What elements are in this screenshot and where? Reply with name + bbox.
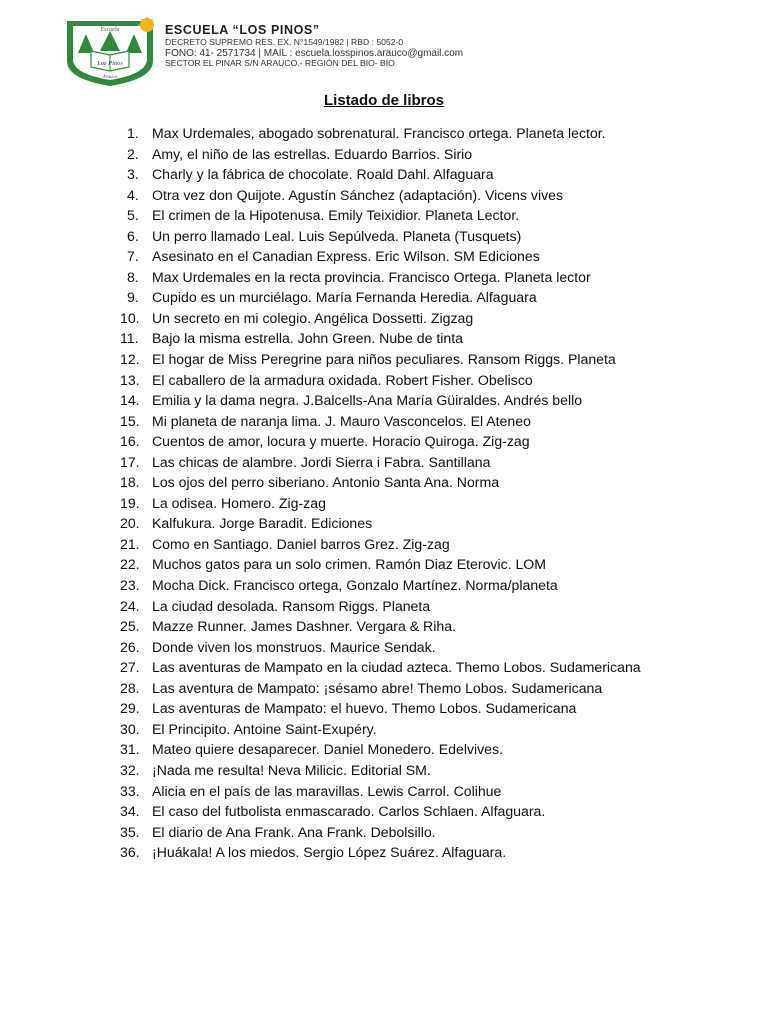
book-text: El caso del futbolista enmascarado. Carlos Schlaen. Alfaguara. [152, 803, 546, 820]
svg-text:Los Pinos: Los Pinos [97, 60, 123, 67]
book-item [120, 637, 661, 658]
book-item [120, 267, 661, 288]
book-item [120, 226, 661, 247]
book-number: 31. [120, 741, 140, 758]
book-number: 8. [127, 268, 139, 285]
book-item [120, 842, 661, 863]
book-item [120, 801, 661, 822]
book-item [120, 370, 661, 391]
book-item [120, 123, 661, 144]
book-text: Las chicas de alambre. Jordi Sierra i Fabra. Santillana [152, 453, 491, 470]
book-item [120, 308, 661, 329]
book-number: 25. [120, 618, 140, 635]
book-list [120, 123, 661, 863]
book-item [120, 596, 661, 617]
book-item [120, 678, 661, 699]
book-text: El diario de Ana Frank. Ana Frank. Debolsillo. [152, 823, 436, 840]
book-number: 16. [120, 433, 140, 450]
book-item [120, 657, 661, 678]
book-number: 22. [120, 556, 140, 573]
book-text: Kalfukura. Jorge Baradit. Ediciones [152, 515, 373, 532]
book-item [120, 616, 661, 637]
book-item [120, 390, 661, 411]
book-item [120, 472, 661, 493]
book-item [120, 575, 661, 596]
book-number: 11. [120, 330, 139, 347]
book-item [120, 205, 661, 226]
book-number: 29. [120, 700, 140, 717]
book-item [120, 781, 661, 802]
book-number: 32. [120, 761, 140, 778]
book-number: 4. [127, 186, 139, 203]
book-number: 26. [120, 638, 140, 655]
book-number: 20. [120, 515, 140, 532]
book-text: Como en Santiago. Daniel barros Grez. Zig-zag [152, 535, 450, 552]
book-number: 35. [120, 823, 140, 840]
book-text: Max Urdemales en la recta provincia. Francisco Ortega. Planeta lector [152, 268, 591, 285]
book-number: 36. [120, 844, 140, 861]
book-number: 5. [127, 207, 139, 224]
page-title: Listado de libros [323, 92, 444, 109]
svg-text:Arauco: Arauco [102, 75, 118, 80]
book-item [120, 822, 661, 843]
book-text: Emilia y la dama negra. J.Balcells-Ana María Güiraldes. Andrés bello [152, 392, 583, 409]
book-item [120, 349, 661, 370]
book-text: Las aventuras de Mampato: el huevo. Themo Lobos. Sudamericana [152, 700, 577, 717]
book-number: 10. [120, 309, 140, 326]
book-number: 1. [127, 125, 139, 141]
book-text: Las aventura de Mampato: ¡sésamo abre! Themo Lobos. Sudamericana [152, 679, 603, 696]
book-number: 21. [120, 535, 140, 552]
book-text: Muchos gatos para un solo crimen. Ramón Diaz Eterovic. LOM [152, 556, 547, 573]
school-name: ESCUELA “LOS PINOS” [165, 23, 320, 37]
book-item [120, 760, 661, 781]
book-number: 23. [120, 577, 140, 594]
book-number: 15. [120, 412, 140, 429]
book-number: 19. [120, 494, 140, 511]
book-text: Las aventuras de Mampato en la ciudad azteca. Themo Lobos. Sudamericana [152, 659, 641, 676]
book-text: Mazze Runner. James Dashner. Vergara & Riha. [152, 618, 456, 635]
letterhead [64, 17, 724, 89]
book-text: ¡Nada me resulta! Neva Milicic. Editorial SM. [152, 761, 431, 778]
book-number: 33. [120, 782, 140, 799]
book-number: 28. [120, 679, 140, 696]
book-text: Amy, el niño de las estrellas. Eduardo Barrios. Sirio [152, 145, 473, 162]
book-text: Asesinato en el Canadian Express. Eric Wilson. SM Ediciones [152, 248, 540, 265]
book-item [120, 411, 661, 432]
book-number: 17. [120, 453, 140, 470]
book-text: Mateo quiere desaparecer. Daniel Monedero. Edelvives. [152, 741, 503, 758]
book-number: 12. [120, 351, 140, 368]
book-item [120, 185, 661, 206]
school-crest-icon [64, 17, 156, 87]
book-number: 27. [120, 659, 140, 676]
book-number: 13. [120, 371, 140, 388]
book-item [120, 144, 661, 165]
book-text: El caballero de la armadura oxidada. Robert Fisher. Obelisco [152, 371, 533, 388]
book-text: Los ojos del perro siberiano. Antonio Santa Ana. Norma [152, 474, 500, 491]
book-item [120, 493, 661, 514]
address-line: SECTOR EL PINAR S/N ARAUCO.- REGIÓN DEL BIO- BIO [165, 57, 395, 68]
book-item [120, 719, 661, 740]
book-number: 14. [120, 392, 140, 409]
book-text: Un perro llamado Leal. Luis Sepúlveda. Planeta (Tusquets) [152, 227, 522, 244]
contact-line: FONO: 41- 2571734 | MAIL : escuela.losspinos.arauco@gmail.com [165, 47, 464, 59]
book-item [120, 328, 661, 349]
book-number: 2. [127, 145, 139, 162]
book-text: Mocha Dick. Francisco ortega, Gonzalo Martínez. Norma/planeta [152, 577, 558, 594]
book-text: Cuentos de amor, locura y muerte. Horacio Quiroga. Zig-zag [152, 433, 530, 450]
book-item [120, 164, 661, 185]
book-item [120, 739, 661, 760]
book-item [120, 431, 661, 452]
book-text: Un secreto en mi colegio. Angélica Dossetti. Zigzag [152, 309, 474, 326]
book-text: Otra vez don Quijote. Agustín Sánchez (adaptación). Vicens vives [152, 186, 564, 203]
book-text: La odisea. Homero. Zig-zag [152, 494, 326, 511]
book-item [120, 246, 661, 267]
book-item [120, 554, 661, 575]
book-text: Donde viven los monstruos. Maurice Sendak. [152, 638, 436, 655]
book-text: Cupido es un murciélago. María Fernanda Heredia. Alfaguara [152, 289, 537, 306]
book-item [120, 534, 661, 555]
book-number: 9. [127, 289, 139, 306]
book-number: 30. [120, 720, 140, 737]
book-text: El hogar de Miss Peregrine para niños peculiares. Ransom Riggs. Planeta [152, 351, 616, 368]
book-number: 18. [120, 474, 140, 491]
book-text: El Principito. Antoine Saint-Exupéry. [152, 720, 377, 737]
book-text: Bajo la misma estrella. John Green. Nube de tinta [152, 330, 464, 347]
book-text: Max Urdemales, abogado sobrenatural. Francisco ortega. Planeta lector. [152, 125, 606, 141]
book-item [120, 452, 661, 473]
book-number: 24. [120, 597, 140, 614]
book-item [120, 287, 661, 308]
book-text: La ciudad desolada. Ransom Riggs. Planeta [152, 597, 431, 614]
book-number: 34. [120, 803, 140, 820]
decree-line: DECRETO SUPREMO RES. EX. N°1549/1982 | RBD : 5052-0 [165, 37, 404, 47]
book-text: ¡Huákala! A los miedos. Sergio López Suárez. Alfaguara. [152, 844, 507, 861]
book-item [120, 513, 661, 534]
school-info [165, 23, 463, 68]
book-text: Charly y la fábrica de chocolate. Roald Dahl. Alfaguara [152, 166, 494, 183]
book-number: 3. [127, 166, 139, 183]
book-text: El crimen de la Hipotenusa. Emily Teixidior. Planeta Lector. [152, 207, 520, 224]
book-number: 7. [127, 248, 139, 265]
book-text: Alicia en el país de las maravillas. Lewis Carrol. Colihue [152, 782, 502, 799]
book-item [120, 698, 661, 719]
book-text: Mi planeta de naranja lima. J. Mauro Vasconcelos. El Ateneo [152, 412, 531, 429]
book-number: 6. [127, 227, 139, 244]
svg-text:Escuela: Escuela [100, 27, 120, 33]
